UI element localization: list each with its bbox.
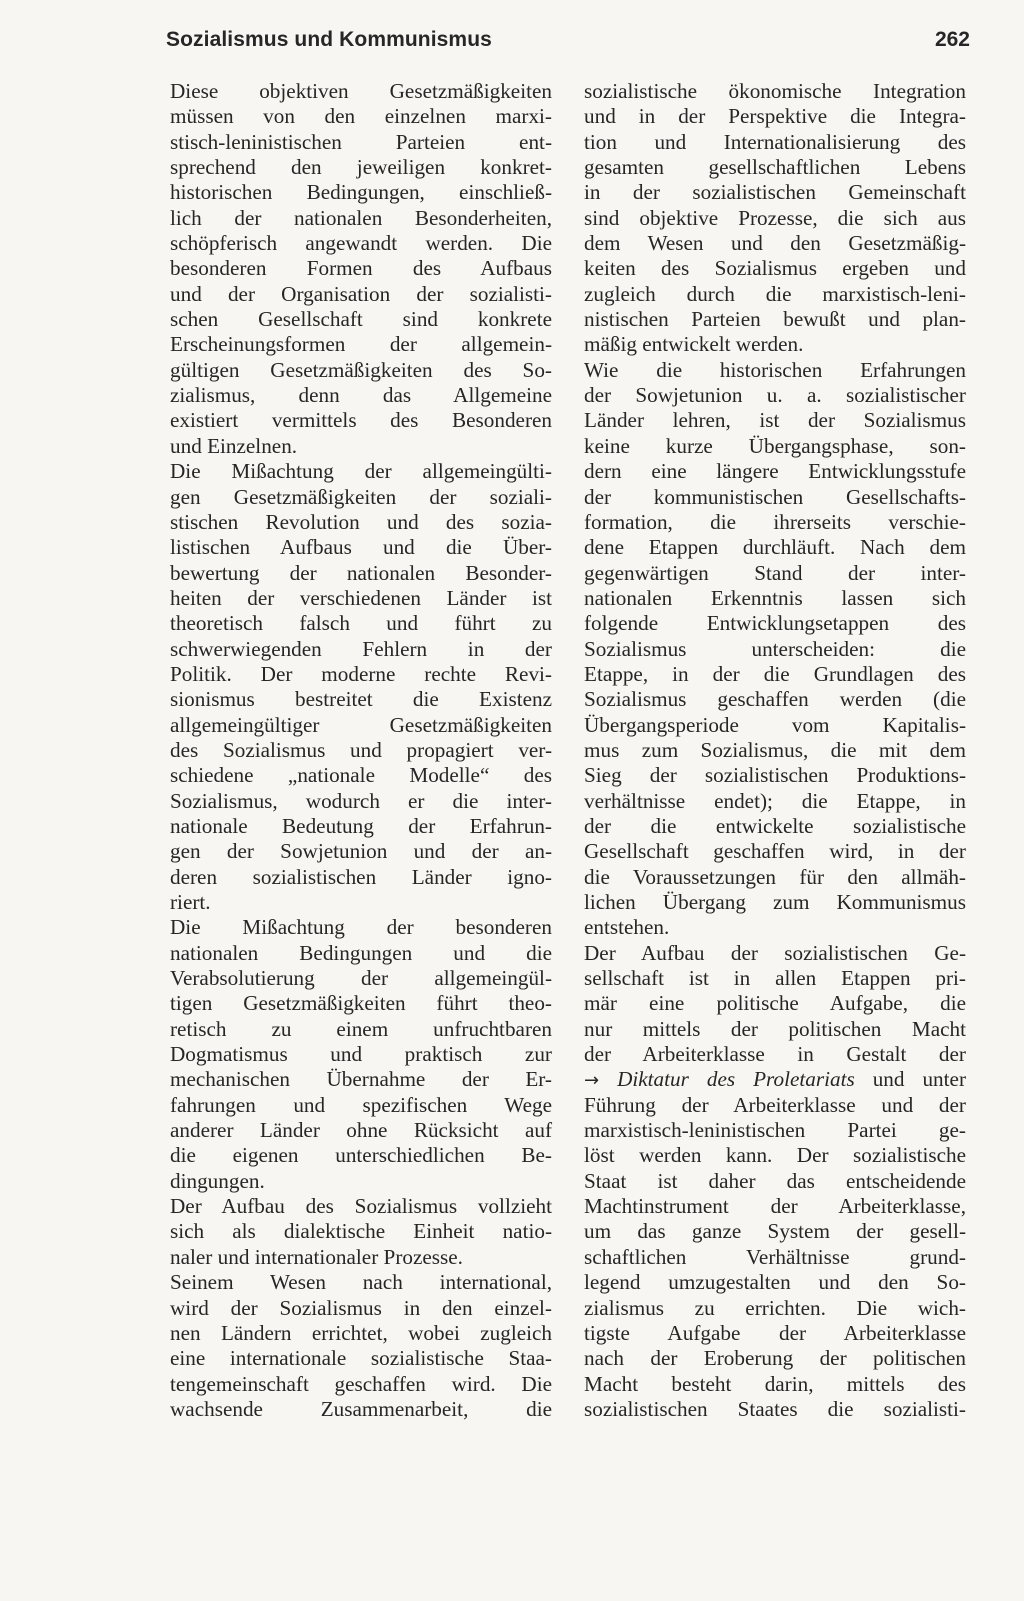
text-line: nistischen Parteien bewußt und plan-: [584, 307, 966, 332]
text-line: schwerwiegenden Fehlern in der: [170, 636, 552, 661]
text-line: gegenwärtigen Stand der inter-: [584, 560, 966, 585]
page-header: [166, 28, 970, 62]
text-line: anderer Länder ohne Rücksicht auf: [170, 1118, 552, 1143]
text-line: nationale Bedeutung der Erfahrun-: [170, 813, 552, 838]
text-line: wachsende Zusammenarbeit, die: [170, 1396, 552, 1421]
text-line: wird der Sozialismus in den einzel-: [170, 1295, 552, 1320]
text-line: der Arbeiterklasse in Gestalt der: [584, 1042, 966, 1067]
arrow-right-icon: →: [584, 1070, 600, 1092]
right-column-lower: [584, 1093, 966, 1422]
text-line: zialismus zu errichten. Die wich-: [584, 1295, 966, 1320]
text-line: und der Organisation der sozialisti-: [170, 281, 552, 306]
running-head: Sozialismus und Kommunismus: [166, 28, 492, 51]
text-line: sionismus bestreitet die Existenz: [170, 687, 552, 712]
text-line: Macht besteht darin, mittels des: [584, 1371, 966, 1396]
text-line: tengemeinschaft geschaffen wird. Die: [170, 1371, 552, 1396]
text-line: verhältnisse endet); die Etappe, in: [584, 788, 966, 813]
text-line: Führung der Arbeiterklasse und der: [584, 1092, 966, 1117]
text-line: und Einzelnen.: [170, 433, 298, 458]
text-line: nationalen Erkenntnis lassen sich: [584, 585, 966, 610]
text-line: allgemeingültiger Gesetzmäßigkeiten: [170, 712, 552, 737]
right-text-column: [584, 79, 966, 1422]
text-line: marxistisch-leninistischen Partei ge-: [584, 1118, 966, 1143]
text-line: keine kurze Übergangsphase, son-: [584, 433, 966, 458]
text-line: des Sozialismus und propagiert ver-: [170, 737, 552, 762]
text-line: die eigenen unterschiedlichen Be-: [170, 1143, 552, 1168]
text-line: nur mittels der politischen Macht: [584, 1016, 966, 1041]
text-line: zialismus, denn das Allgemeine: [170, 383, 552, 408]
text-line: keiten des Sozialismus ergeben und: [584, 256, 966, 281]
text-line: Der Aufbau des Sozialismus vollzieht: [170, 1194, 552, 1219]
text-line: tigen Gesetzmäßigkeiten führt theo-: [170, 991, 552, 1016]
text-line: der Sowjetunion u. a. sozialistischer: [584, 383, 966, 408]
cross-reference-line: [584, 1067, 966, 1092]
text-line: löst werden kann. Der sozialistische: [584, 1143, 966, 1168]
text-line: existiert vermittels des Besonderen: [170, 408, 552, 433]
text-line: sprechend den jeweiligen konkret-: [170, 155, 552, 180]
text-line: nach der Eroberung der politischen: [584, 1346, 966, 1371]
text-line: stisch-leninistischen Parteien ent-: [170, 129, 552, 154]
text-line: fahrungen und spezifischen Wege: [170, 1092, 552, 1117]
text-line: Staat ist daher das entscheidende: [584, 1168, 966, 1193]
text-line: Etappe, in der die Grundlagen des: [584, 661, 966, 686]
text-line: müssen von den einzelnen marxi-: [170, 104, 552, 129]
text-line: besonderen Formen des Aufbaus: [170, 256, 552, 281]
text-line: heiten der verschiedenen Länder ist: [170, 585, 552, 610]
text-line: schöpferisch angewandt werden. Die: [170, 231, 552, 256]
text-line: Diese objektiven Gesetzmäßigkeiten: [170, 79, 552, 103]
text-line: der die entwickelte sozialistische: [584, 813, 966, 838]
text-line: gültigen Gesetzmäßigkeiten des So-: [170, 357, 552, 382]
text-line: Die Mißachtung der besonderen: [170, 915, 552, 940]
text-line: legend umzugestalten und den So-: [584, 1270, 966, 1295]
text-line: mäßig entwickelt werden.: [584, 332, 804, 357]
text-line: tion und Internationalisierung des: [584, 129, 966, 154]
text-line: nen Ländern errichtet, wobei zugleich: [170, 1320, 552, 1345]
text-line: Sozialismus unterscheiden: die: [584, 636, 966, 661]
text-line: Übergangsperiode vom Kapitalis-: [584, 712, 966, 737]
text-line: in der sozialistischen Gemeinschaft: [584, 180, 966, 205]
text-line: entstehen.: [584, 915, 670, 940]
text-line: schaftlichen Verhältnisse grund-: [584, 1244, 966, 1269]
text-line: dem Wesen und den Gesetzmäßig-: [584, 231, 966, 256]
text-line: schiedene „nationale Modelle“ des: [170, 763, 552, 788]
right-column-upper: [584, 79, 966, 1067]
cross-reference-tail: und unter: [854, 1067, 966, 1092]
text-line: deren sozialistischen Länder igno-: [170, 864, 552, 889]
text-line: lichen Übergang zum Kommunismus: [584, 890, 966, 914]
text-line: schen Gesellschaft sind konkrete: [170, 307, 552, 332]
text-line: lich der nationalen Besonderheiten,: [170, 205, 552, 230]
text-line: nationalen Bedingungen und die: [170, 940, 552, 965]
text-line: stischen Revolution und des sozia-: [170, 509, 552, 534]
text-line: Sieg der sozialistischen Produktions-: [584, 763, 966, 788]
text-line: Verabsolutierung der allgemeingül-: [170, 966, 552, 991]
text-line: und in der Perspektive die Integra-: [584, 104, 966, 129]
text-line: Die Mißachtung der allgemeingülti-: [170, 459, 552, 484]
text-line: retisch zu einem unfruchtbaren: [170, 1016, 552, 1041]
text-line: folgende Entwicklungsetappen des: [584, 611, 966, 636]
text-line: zugleich durch die marxistisch-leni-: [584, 281, 966, 306]
text-line: gesamten gesellschaftlichen Lebens: [584, 155, 966, 180]
text-line: eine internationale sozialistische Staa-: [170, 1346, 552, 1371]
text-line: Länder lehren, ist der Sozialismus: [584, 408, 966, 433]
text-line: dern eine längere Entwicklungsstufe: [584, 459, 966, 484]
text-line: Politik. Der moderne rechte Revi-: [170, 661, 552, 686]
text-line: dene Etappen durchläuft. Nach dem: [584, 535, 966, 560]
text-line: sozialistischen Staates die sozialisti-: [584, 1396, 966, 1421]
text-line: mär eine politische Aufgabe, die: [584, 991, 966, 1016]
left-text-column: [170, 79, 552, 1422]
page-number: 262: [934, 28, 970, 51]
text-line: dingungen.: [170, 1168, 265, 1193]
text-line: sozialistische ökonomische Integration: [584, 79, 966, 103]
text-line: naler und internationaler Prozesse.: [170, 1244, 463, 1269]
text-line: Wie die historischen Erfahrungen: [584, 357, 966, 382]
text-line: tigste Aufgabe der Arbeiterklasse: [584, 1320, 966, 1345]
text-line: Dogmatismus und praktisch zur: [170, 1042, 552, 1067]
text-line: sind objektive Prozesse, die sich aus: [584, 205, 966, 230]
text-line: gen Gesetzmäßigkeiten der soziali-: [170, 484, 552, 509]
text-line: listischen Aufbaus und die Über-: [170, 535, 552, 560]
text-line: die Voraussetzungen für den allmäh-: [584, 864, 966, 889]
text-line: theoretisch falsch und führt zu: [170, 611, 552, 636]
text-line: Sozialismus, wodurch er die inter-: [170, 788, 552, 813]
text-line: mechanischen Übernahme der Er-: [170, 1067, 552, 1092]
text-line: riert.: [170, 890, 211, 914]
text-line: gen der Sowjetunion und der an-: [170, 839, 552, 864]
text-line: mus zum Sozialismus, die mit dem: [584, 737, 966, 762]
text-line: formation, die ihrerseits verschie-: [584, 509, 966, 534]
cross-reference-link[interactable]: Diktatur des Proletariats: [617, 1067, 855, 1092]
text-line: Gesellschaft geschaffen wird, in der: [584, 839, 966, 864]
text-line: bewertung der nationalen Besonder-: [170, 560, 552, 585]
text-line: Der Aufbau der sozialistischen Ge-: [584, 940, 966, 965]
text-line: historischen Bedingungen, einschließ-: [170, 180, 552, 205]
text-line: Erscheinungsformen der allgemein-: [170, 332, 552, 357]
text-line: Sozialismus geschaffen werden (die: [584, 687, 966, 712]
text-line: Seinem Wesen nach international,: [170, 1270, 552, 1295]
text-line: sellschaft ist in allen Etappen pri-: [584, 966, 966, 991]
text-line: sich als dialektische Einheit natio-: [170, 1219, 552, 1244]
text-line: um das ganze System der gesell-: [584, 1219, 966, 1244]
text-line: Machtinstrument der Arbeiterklasse,: [584, 1194, 966, 1219]
text-line: der kommunistischen Gesellschafts-: [584, 484, 966, 509]
